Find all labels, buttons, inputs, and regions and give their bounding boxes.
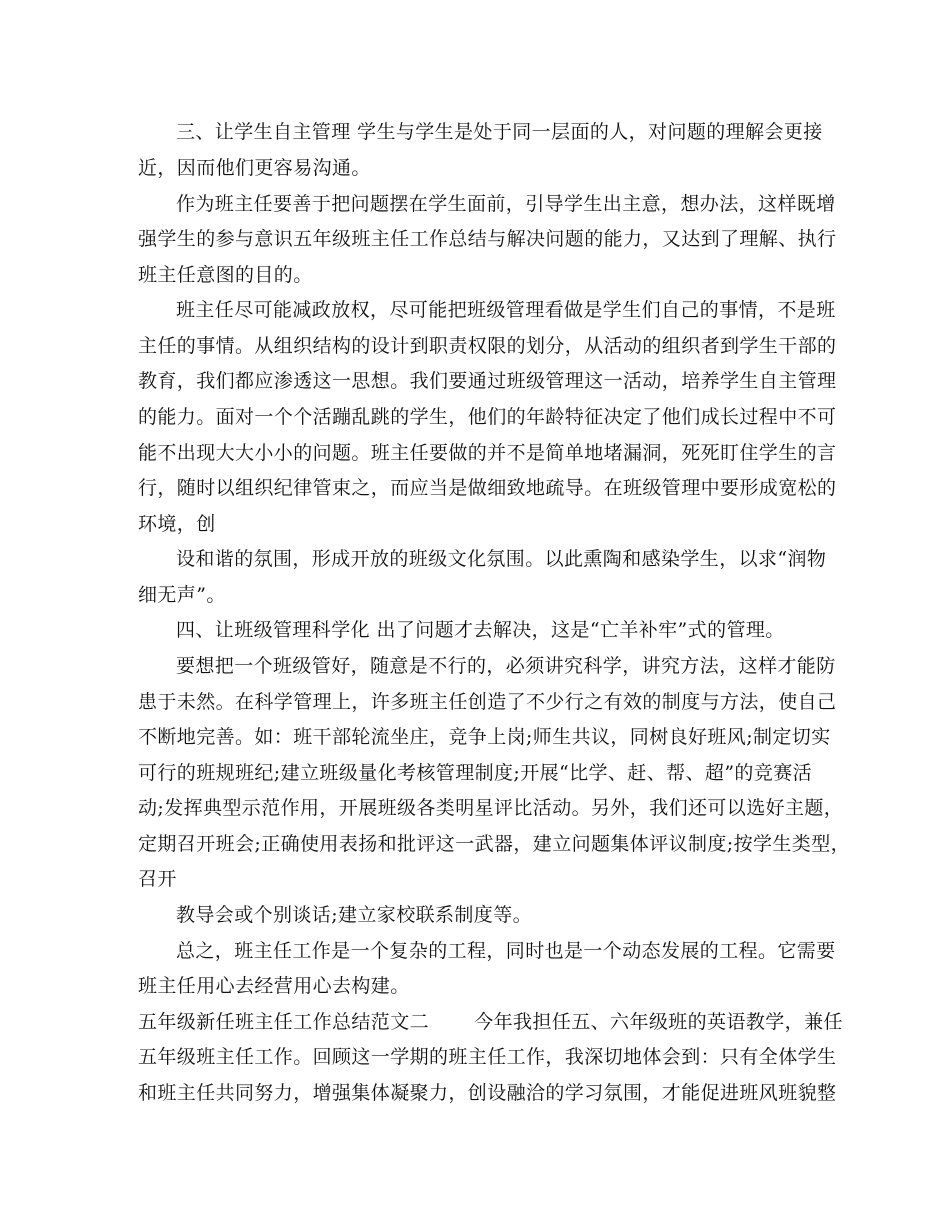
text-line: 班主任尽可能减政放权，尽可能把班级管理看做是学生们自己的事情，不是班	[176, 299, 836, 321]
text-line: 召开	[138, 868, 177, 890]
text-line: 和班主任共同努力，增强集体凝聚力，创设融洽的学习氛围，才能促进班风班貌整	[138, 1082, 837, 1104]
text-line: 定期召开班会;正确使用表扬和批评这一武器，建立问题集体评议制度;按学生类型，	[138, 833, 851, 855]
text-line: 设和谐的氛围，形成开放的班级文化氛围。以此熏陶和感染学生，以求“润物	[176, 548, 827, 570]
section-heading-line: 五年级新任班主任工作总结范文二 今年我担任五、六年级班的英语教学，兼任	[138, 1011, 843, 1033]
text-line: 能不出现大大小小的问题。班主任要做的并不是简单地堵漏洞，死死盯住学生的言	[138, 442, 837, 464]
text-line: 细无声”。	[138, 584, 226, 606]
text-line: 不断地完善。如：班干部轮流坐庄，竞争上岗;师生共议，同树良好班风;制定切实	[138, 726, 831, 748]
text-line: 近，因而他们更容易沟通。	[138, 157, 371, 179]
text-line: 班主任意图的目的。	[138, 264, 313, 286]
text-line: 教育，我们都应渗透这一思想。我们要通过班级管理这一活动，培养学生自主管理	[138, 370, 837, 392]
text-line: 主任的事情。从组织结构的设计到职责权限的划分，从活动的组织者到学生干部的	[138, 335, 837, 357]
text-line: 行，随时以组织纪律管束之，而应当是做细致地疏导。在班级管理中要形成宽松的	[138, 477, 837, 499]
text-line: 动;发挥典型示范作用，开展班级各类明星评比活动。另外，我们还可以选好主题，	[138, 797, 844, 819]
text-line: 患于未然。在科学管理上，许多班主任创造了不少行之有效的制度与方法，使自己	[138, 691, 837, 713]
text-line: 五年级班主任工作。回顾这一学期的班主任工作，我深切地体会到：只有全体学生	[138, 1046, 837, 1068]
text-line: 强学生的参与意识五年级班主任工作总结与解决问题的能力，又达到了理解、执行	[138, 228, 837, 250]
text-line: 要想把一个班级管好，随意是不行的，必须讲究科学，讲究方法，这样才能防	[176, 655, 836, 677]
text-line: 的能力。面对一个个活蹦乱跳的学生，他们的年龄特征决定了他们成长过程中不可	[138, 406, 837, 428]
text-line: 三、让学生自主管理 学生与学生是处于同一层面的人，对问题的理解会更接	[176, 121, 823, 143]
text-line: 班主任用心去经营用心去构建。	[138, 975, 410, 997]
text-line: 环境，创	[138, 513, 216, 535]
text-line: 四、让班级管理科学化 出了问题才去解决，这是“亡羊补牢”式的管理。	[176, 619, 785, 641]
text-line: 教导会或个别谈话;建立家校联系制度等。	[176, 904, 533, 926]
text-line: 作为班主任要善于把问题摆在学生面前，引导学生出主意，想办法，这样既增	[176, 193, 836, 215]
text-line: 总之，班主任工作是一个复杂的工程，同时也是一个动态发展的工程。它需要	[176, 940, 836, 962]
text-line: 可行的班规班纪;建立班级量化考核管理制度;开展“比学、赶、帮、超”的竞赛活	[138, 762, 813, 784]
